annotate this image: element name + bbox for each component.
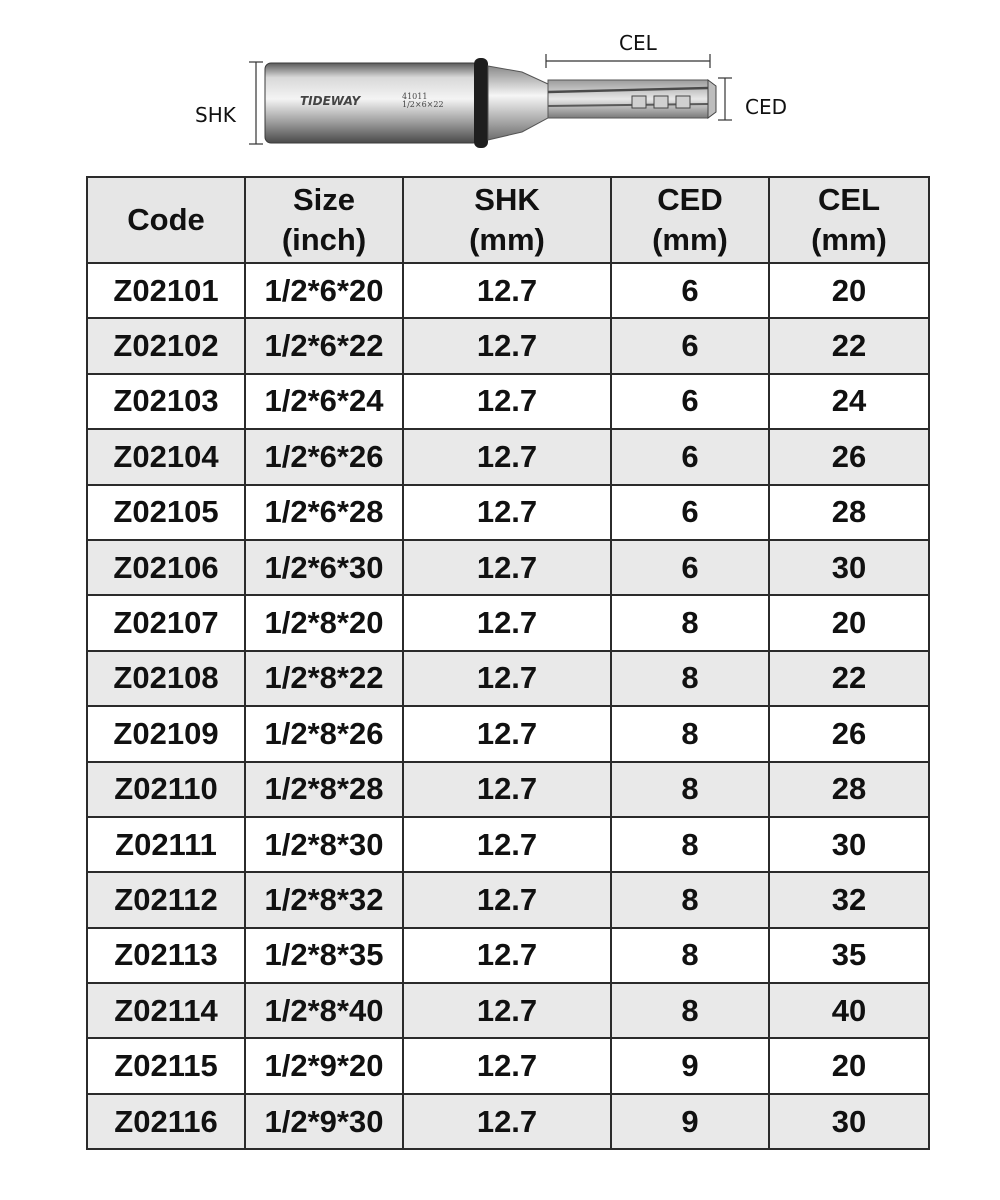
cell-code: Z02110 bbox=[87, 762, 245, 817]
table-row bbox=[87, 1038, 929, 1093]
cell-cel: 30 bbox=[769, 540, 929, 595]
cell-shk: 12.7 bbox=[403, 928, 611, 983]
cell-cel: 20 bbox=[769, 263, 929, 318]
header-code: Code bbox=[87, 177, 245, 263]
cell-shk: 12.7 bbox=[403, 762, 611, 817]
cell-code: Z02112 bbox=[87, 872, 245, 927]
router-bit-diagram bbox=[0, 0, 1000, 170]
cell-cel: 35 bbox=[769, 928, 929, 983]
cell-shk: 12.7 bbox=[403, 983, 611, 1038]
cel-dimension-label: CEL bbox=[619, 31, 657, 55]
cell-ced: 9 bbox=[611, 1094, 769, 1149]
cell-ced: 8 bbox=[611, 651, 769, 706]
cell-shk: 12.7 bbox=[403, 595, 611, 650]
cell-shk: 12.7 bbox=[403, 485, 611, 540]
cell-ced: 6 bbox=[611, 485, 769, 540]
cell-size: 1/2*8*35 bbox=[245, 928, 403, 983]
router-bit-image bbox=[0, 0, 1000, 170]
cell-size: 1/2*8*40 bbox=[245, 983, 403, 1038]
cell-size: 1/2*9*30 bbox=[245, 1094, 403, 1149]
table-row bbox=[87, 429, 929, 484]
header-cel: CEL (mm) bbox=[769, 177, 929, 263]
cell-code: Z02103 bbox=[87, 374, 245, 429]
cell-ced: 6 bbox=[611, 429, 769, 484]
cell-ced: 6 bbox=[611, 263, 769, 318]
cell-cel: 20 bbox=[769, 595, 929, 650]
cell-cel: 22 bbox=[769, 651, 929, 706]
header-ced: CED (mm) bbox=[611, 177, 769, 263]
cell-size: 1/2*9*20 bbox=[245, 1038, 403, 1093]
cell-cel: 24 bbox=[769, 374, 929, 429]
cell-ced: 8 bbox=[611, 595, 769, 650]
table-row bbox=[87, 762, 929, 817]
cell-ced: 8 bbox=[611, 872, 769, 927]
cell-cel: 28 bbox=[769, 762, 929, 817]
shk-dimension-line bbox=[249, 62, 263, 144]
table-row bbox=[87, 817, 929, 872]
cell-size: 1/2*6*24 bbox=[245, 374, 403, 429]
cell-cel: 26 bbox=[769, 429, 929, 484]
cell-code: Z02104 bbox=[87, 429, 245, 484]
cell-cel: 30 bbox=[769, 817, 929, 872]
table-row bbox=[87, 374, 929, 429]
brand-text: TIDEWAY bbox=[300, 94, 361, 108]
cell-ced: 9 bbox=[611, 1038, 769, 1093]
cell-ced: 8 bbox=[611, 706, 769, 761]
table-row bbox=[87, 485, 929, 540]
cell-code: Z02114 bbox=[87, 983, 245, 1038]
cell-cel: 20 bbox=[769, 1038, 929, 1093]
cell-ced: 6 bbox=[611, 374, 769, 429]
cell-code: Z02107 bbox=[87, 595, 245, 650]
size-text: 1/2×6×22 bbox=[402, 100, 444, 109]
cell-code: Z02105 bbox=[87, 485, 245, 540]
cell-size: 1/2*6*28 bbox=[245, 485, 403, 540]
table-header-row bbox=[87, 177, 929, 263]
table-row bbox=[87, 1094, 929, 1149]
cell-shk: 12.7 bbox=[403, 318, 611, 373]
cell-shk: 12.7 bbox=[403, 374, 611, 429]
table-row bbox=[87, 983, 929, 1038]
cell-code: Z02108 bbox=[87, 651, 245, 706]
cell-size: 1/2*6*22 bbox=[245, 318, 403, 373]
cell-shk: 12.7 bbox=[403, 429, 611, 484]
shk-dimension-label: SHK bbox=[195, 103, 236, 127]
table-row bbox=[87, 595, 929, 650]
table-row bbox=[87, 651, 929, 706]
cell-cel: 30 bbox=[769, 1094, 929, 1149]
cell-shk: 12.7 bbox=[403, 1038, 611, 1093]
cell-code: Z02109 bbox=[87, 706, 245, 761]
cell-cel: 22 bbox=[769, 318, 929, 373]
cell-shk: 12.7 bbox=[403, 706, 611, 761]
table-row bbox=[87, 706, 929, 761]
table-row bbox=[87, 872, 929, 927]
table-row bbox=[87, 263, 929, 318]
model-text: 41011 bbox=[402, 92, 428, 101]
spec-table bbox=[86, 176, 930, 1150]
cell-code: Z02111 bbox=[87, 817, 245, 872]
cell-cel: 40 bbox=[769, 983, 929, 1038]
cell-code: Z02106 bbox=[87, 540, 245, 595]
cell-ced: 6 bbox=[611, 540, 769, 595]
cell-ced: 8 bbox=[611, 817, 769, 872]
cell-ced: 8 bbox=[611, 983, 769, 1038]
cell-code: Z02116 bbox=[87, 1094, 245, 1149]
cell-size: 1/2*6*26 bbox=[245, 429, 403, 484]
cell-code: Z02113 bbox=[87, 928, 245, 983]
cell-size: 1/2*8*26 bbox=[245, 706, 403, 761]
cell-size: 1/2*8*30 bbox=[245, 817, 403, 872]
cell-size: 1/2*8*20 bbox=[245, 595, 403, 650]
cell-ced: 8 bbox=[611, 928, 769, 983]
cell-shk: 12.7 bbox=[403, 651, 611, 706]
table-row bbox=[87, 318, 929, 373]
cell-size: 1/2*8*32 bbox=[245, 872, 403, 927]
cell-shk: 12.7 bbox=[403, 872, 611, 927]
header-shk: SHK (mm) bbox=[403, 177, 611, 263]
cell-code: Z02101 bbox=[87, 263, 245, 318]
cell-shk: 12.7 bbox=[403, 540, 611, 595]
ced-dimension-line bbox=[718, 78, 732, 120]
cel-dimension-line bbox=[546, 54, 710, 68]
cell-shk: 12.7 bbox=[403, 263, 611, 318]
header-size: Size (inch) bbox=[245, 177, 403, 263]
cell-shk: 12.7 bbox=[403, 1094, 611, 1149]
cell-size: 1/2*8*28 bbox=[245, 762, 403, 817]
cell-code: Z02115 bbox=[87, 1038, 245, 1093]
cell-size: 1/2*6*20 bbox=[245, 263, 403, 318]
cell-cel: 28 bbox=[769, 485, 929, 540]
table-row bbox=[87, 540, 929, 595]
ced-dimension-label: CED bbox=[745, 95, 788, 119]
cell-cel: 32 bbox=[769, 872, 929, 927]
cell-size: 1/2*8*22 bbox=[245, 651, 403, 706]
cell-code: Z02102 bbox=[87, 318, 245, 373]
table-row bbox=[87, 928, 929, 983]
cell-ced: 6 bbox=[611, 318, 769, 373]
cell-ced: 8 bbox=[611, 762, 769, 817]
cell-size: 1/2*6*30 bbox=[245, 540, 403, 595]
cell-shk: 12.7 bbox=[403, 817, 611, 872]
cell-cel: 26 bbox=[769, 706, 929, 761]
